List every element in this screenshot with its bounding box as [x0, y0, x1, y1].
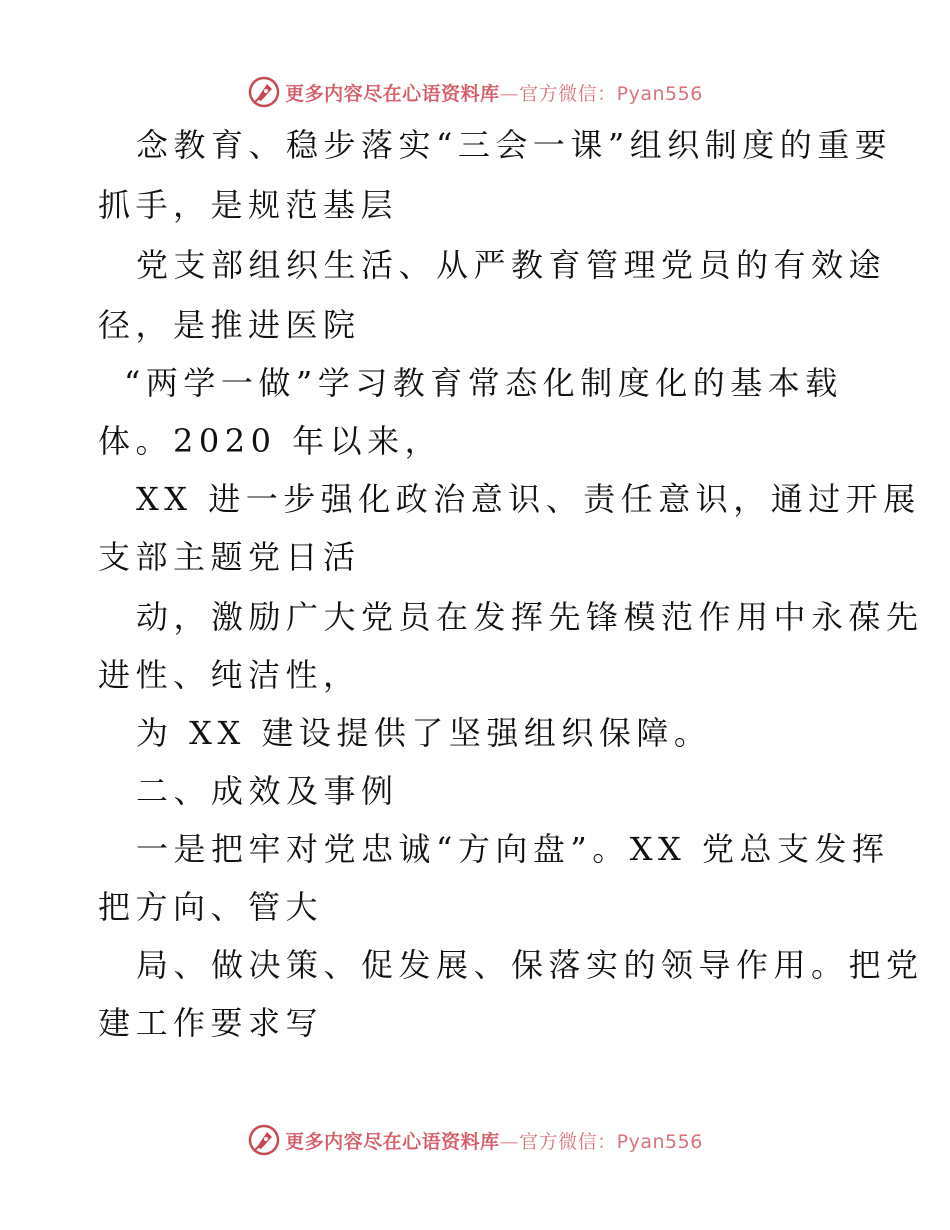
paragraph-2-line-1: 党支部组织生活、从严教育管理党员的有效途	[136, 246, 887, 284]
paragraph-3-line-1: “两学一做”学习教育常态化制度化的基本载	[124, 364, 843, 402]
watermark-brand: 更多内容尽在心语资料库	[285, 1130, 500, 1153]
watermark-contact: 官方微信：Pyan556	[519, 82, 703, 105]
pen-nib-logo-icon	[247, 1123, 281, 1157]
watermark-dash: —	[499, 82, 520, 105]
watermark-contact: 官方微信：Pyan556	[519, 1130, 703, 1153]
watermark-footer	[0, 1120, 950, 1160]
paragraph-4-line-1: XX 进一步强化政治意识、责任意识，通过开展	[136, 480, 921, 518]
paragraph-8-line-1: 局、做决策、促发展、保落实的领导作用。把党	[136, 946, 924, 984]
section-heading: 二、成效及事例	[136, 772, 399, 810]
paragraph-5-line-2: 进性、纯洁性，	[98, 656, 361, 694]
paragraph-1-line-1: 念教育、稳步落实“三会一课”组织制度的重要	[136, 126, 893, 164]
pen-nib-logo-icon	[247, 75, 281, 109]
watermark-text	[285, 79, 703, 106]
paragraph-6-line-1: 为 XX 建设提供了坚强组织保障。	[136, 714, 712, 752]
paragraph-7-line-2: 把方向、管大	[98, 888, 324, 926]
watermark-dash: —	[499, 1130, 520, 1153]
paragraph-3-line-2: 体。2020 年以来，	[98, 422, 443, 460]
paragraph-8-line-2: 建工作要求写	[98, 1004, 324, 1042]
paragraph-4-line-2: 支部主题党日活	[98, 538, 361, 576]
paragraph-2-line-2: 径，是推进医院	[98, 306, 361, 344]
paragraph-5-line-1: 动，激励广大党员在发挥先锋模范作用中永葆先	[136, 598, 924, 636]
paragraph-1-line-2: 抓手，是规范基层	[98, 186, 399, 224]
watermark-header	[0, 72, 950, 112]
watermark-brand: 更多内容尽在心语资料库	[285, 82, 500, 105]
watermark-text	[285, 1127, 703, 1154]
paragraph-7-line-1: 一是把牢对党忠诚“方向盘”。XX 党总支发挥	[136, 830, 890, 868]
